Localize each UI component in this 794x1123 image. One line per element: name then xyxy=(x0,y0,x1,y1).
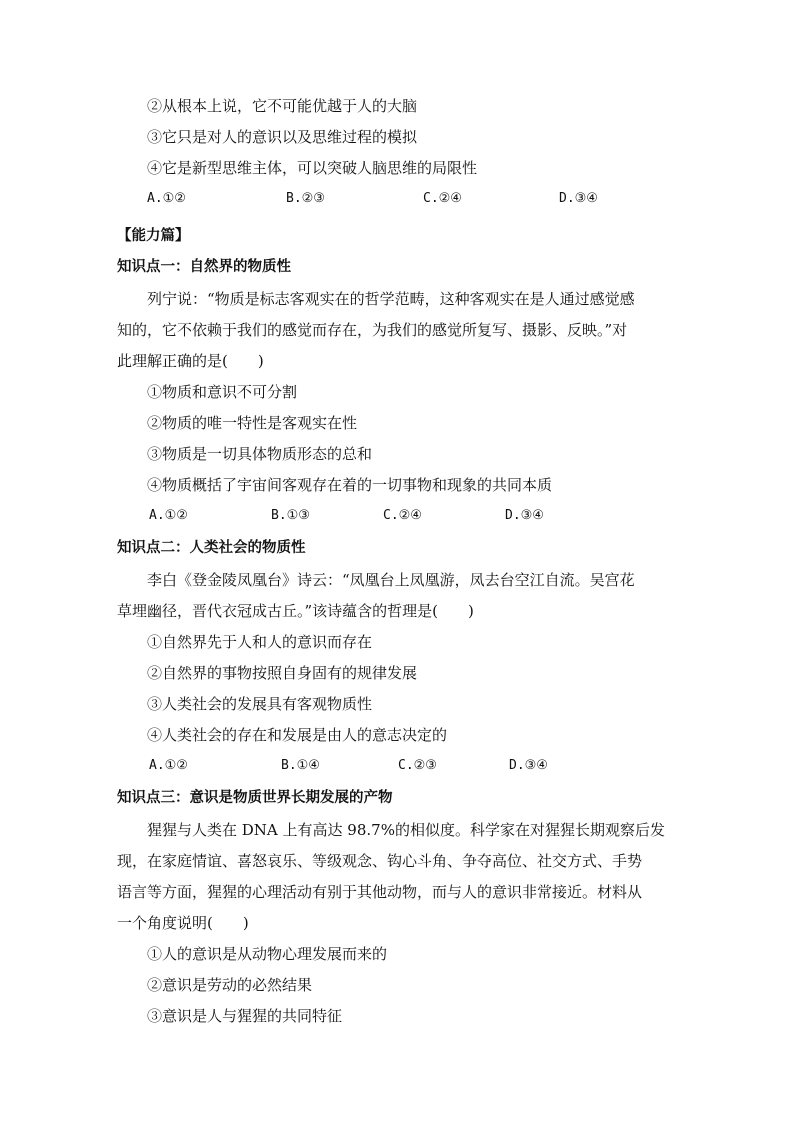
k3-item-1: ①人的意识是从动物心理发展而来的 xyxy=(147,945,388,963)
k2-option-a: A.①② xyxy=(149,758,188,773)
k1-heading: 知识点一：自然界的物质性 xyxy=(117,259,291,275)
k2-option-b: B.①④ xyxy=(281,758,320,773)
k2-item-2: ②自然界的事物按照自身固有的规律发展 xyxy=(147,664,418,682)
k3-item-3: ③意识是人与猩猩的共同特征 xyxy=(147,1007,343,1025)
q0-option-b: B.②③ xyxy=(286,191,325,206)
k3-stem-line-1: 猩猩与人类在 DNA 上有高达 98.7%的相似度。科学家在对猩猩长期观察后发 xyxy=(147,821,665,839)
q0-item-2: ②从根本上说，它不可能优越于人的大脑 xyxy=(147,97,418,115)
q0-item-3: ③它只是对人的意识以及思维过程的模拟 xyxy=(147,128,418,146)
k3-stem-line-3: 语言等方面，猩猩的心理活动有别于其他动物，而与人的意识非常接近。材料从 xyxy=(117,883,643,901)
q0-item-4: ④它是新型思维主体，可以突破人脑思维的局限性 xyxy=(147,159,478,177)
k2-stem-line-2: 草埋幽径，晋代衣冠成古丘。”该诗蕴含的哲理是( ) xyxy=(117,602,474,620)
k2-item-1: ①自然界先于人和人的意识而存在 xyxy=(147,633,373,651)
k1-stem-line-1: 列宁说：“物质是标志客观实在的哲学范畴，这种客观实在是人通过感觉感 xyxy=(147,290,635,308)
k2-heading: 知识点二：人类社会的物质性 xyxy=(117,540,306,556)
k3-stem-line-4: 一个角度说明( ) xyxy=(117,914,249,932)
k1-option-c: C.②④ xyxy=(383,508,422,523)
k1-option-d: D.③④ xyxy=(505,508,544,523)
k3-item-2: ②意识是劳动的必然结果 xyxy=(147,976,313,994)
k1-item-3: ③物质是一切具体物质形态的总和 xyxy=(147,445,373,463)
k3-heading: 知识点三：意识是物质世界长期发展的产物 xyxy=(117,790,393,806)
k1-option-a: A.①② xyxy=(149,508,188,523)
q0-option-d: D.③④ xyxy=(559,191,598,206)
k2-item-4: ④人类社会的存在和发展是由人的意志决定的 xyxy=(147,726,448,744)
k1-option-b: B.①③ xyxy=(271,508,310,523)
section-title: 【能力篇】 xyxy=(117,228,190,244)
q0-option-a: A.①② xyxy=(147,191,186,206)
k1-item-4: ④物质概括了宇宙间客观存在着的一切事物和现象的共同本质 xyxy=(147,476,553,494)
q0-option-c: C.②④ xyxy=(423,191,462,206)
k2-option-d: D.③④ xyxy=(509,758,548,773)
k1-stem-line-3: 此理解正确的是( ) xyxy=(117,352,264,370)
k2-item-3: ③人类社会的发展具有客观物质性 xyxy=(147,695,373,713)
k2-option-c: C.②③ xyxy=(398,758,437,773)
k2-stem-line-1: 李白《登金陵凤凰台》诗云：“凤凰台上凤凰游，凤去台空江自流。吴宫花 xyxy=(147,571,635,589)
k1-item-1: ①物质和意识不可分割 xyxy=(147,383,298,401)
k1-stem-line-2: 知的，它不依赖于我们的感觉而存在，为我们的感觉所复写、摄影、反映。”对 xyxy=(117,321,628,339)
k1-item-2: ②物质的唯一特性是客观实在性 xyxy=(147,414,358,432)
k3-stem-line-2: 现，在家庭情谊、喜怒哀乐、等级观念、钩心斗角、争夺高位、社交方式、手势 xyxy=(117,852,643,870)
